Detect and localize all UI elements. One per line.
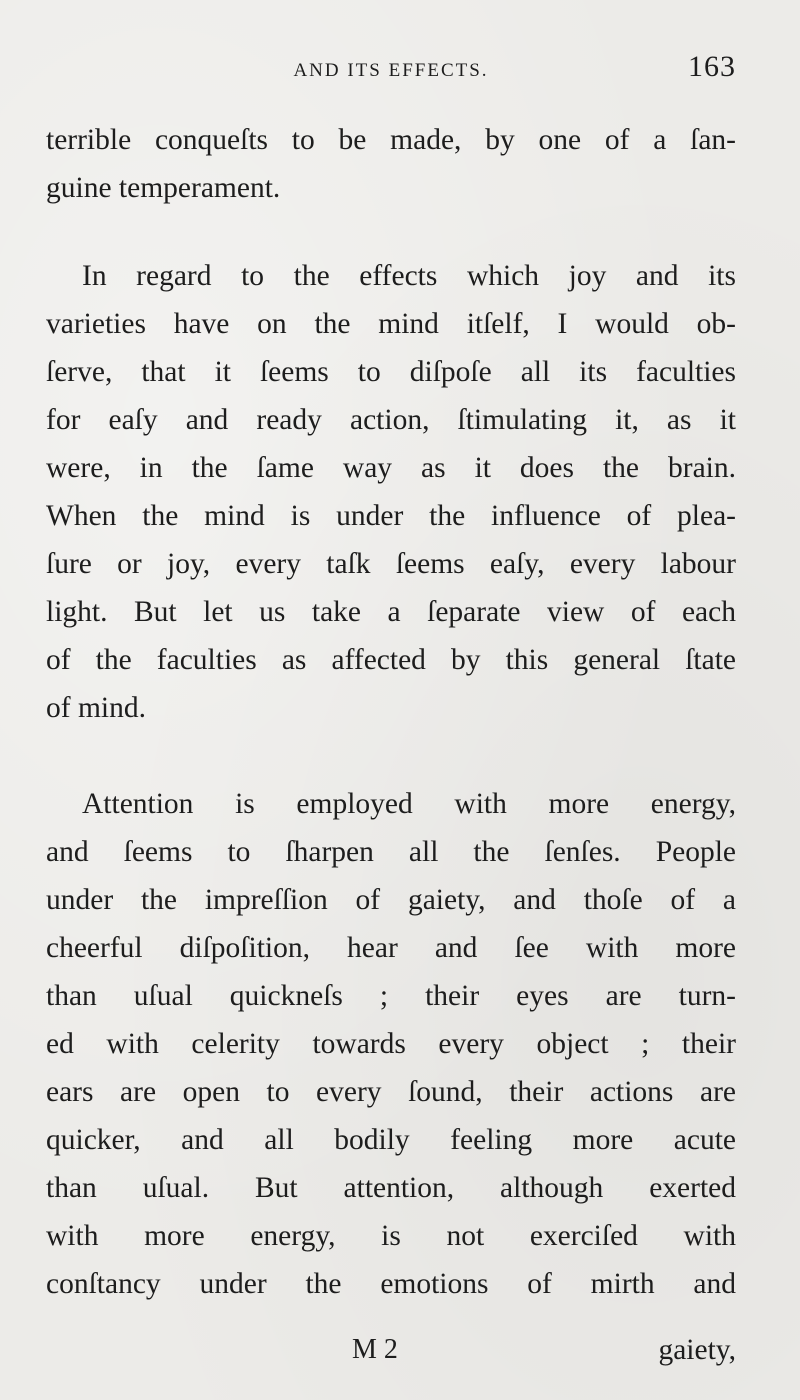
running-head: AND ITS EFFECTS. bbox=[293, 60, 489, 81]
text-line: cheerful diſpoſition, hear and ſee with more bbox=[46, 932, 736, 964]
text-line: ed with celerity towards every object ; their bbox=[46, 1028, 736, 1060]
text-line: were, in the ſame way as it does the brain. bbox=[46, 452, 736, 484]
text-line: guine temperament. bbox=[46, 172, 281, 204]
page-number: 163 bbox=[688, 50, 736, 83]
text-line: Attention is employed with more energy, bbox=[82, 788, 736, 820]
text-line: under the impreſſion of gaiety, and thoſe of a bbox=[46, 884, 736, 916]
text-line: When the mind is under the influence of plea- bbox=[46, 500, 736, 532]
text-line: In regard to the effects which joy and its bbox=[82, 260, 736, 292]
signature-mark: M 2 bbox=[352, 1334, 398, 1365]
text-line: light. But let us take a ſeparate view of each bbox=[46, 596, 736, 628]
text-line: varieties have on the mind itſelf, I would ob- bbox=[46, 308, 736, 340]
paragraph bbox=[46, 116, 736, 212]
text-line: for eaſy and ready action, ſtimulating it, as it bbox=[46, 404, 736, 436]
text-line: and ſeems to ſharpen all the ſenſes. People bbox=[46, 836, 736, 868]
text-line: of the faculties as affected by this general ſtate bbox=[46, 644, 736, 676]
page-header bbox=[46, 52, 736, 92]
text-line: of mind. bbox=[46, 692, 146, 724]
catchword: gaiety, bbox=[658, 1334, 736, 1366]
text-line: than uſual quickneſs ; their eyes are turn- bbox=[46, 980, 736, 1012]
page-footer bbox=[46, 1326, 736, 1374]
text-line: ſerve, that it ſeems to diſpoſe all its faculties bbox=[46, 356, 736, 388]
text-line: than uſual. But attention, although exerted bbox=[46, 1172, 736, 1204]
text-line: ears are open to every ſound, their actions are bbox=[46, 1076, 736, 1108]
paragraph bbox=[46, 252, 736, 732]
text-line: terrible conqueſts to be made, by one of a ſan- bbox=[46, 124, 736, 156]
text-line: ſure or joy, every taſk ſeems eaſy, every labour bbox=[46, 548, 736, 580]
text-line: with more energy, is not exerciſed with bbox=[46, 1220, 736, 1252]
text-line: conſtancy under the emotions of mirth and bbox=[46, 1268, 736, 1300]
text-line: quicker, and all bodily feeling more acute bbox=[46, 1124, 736, 1156]
paragraph bbox=[46, 780, 736, 1308]
